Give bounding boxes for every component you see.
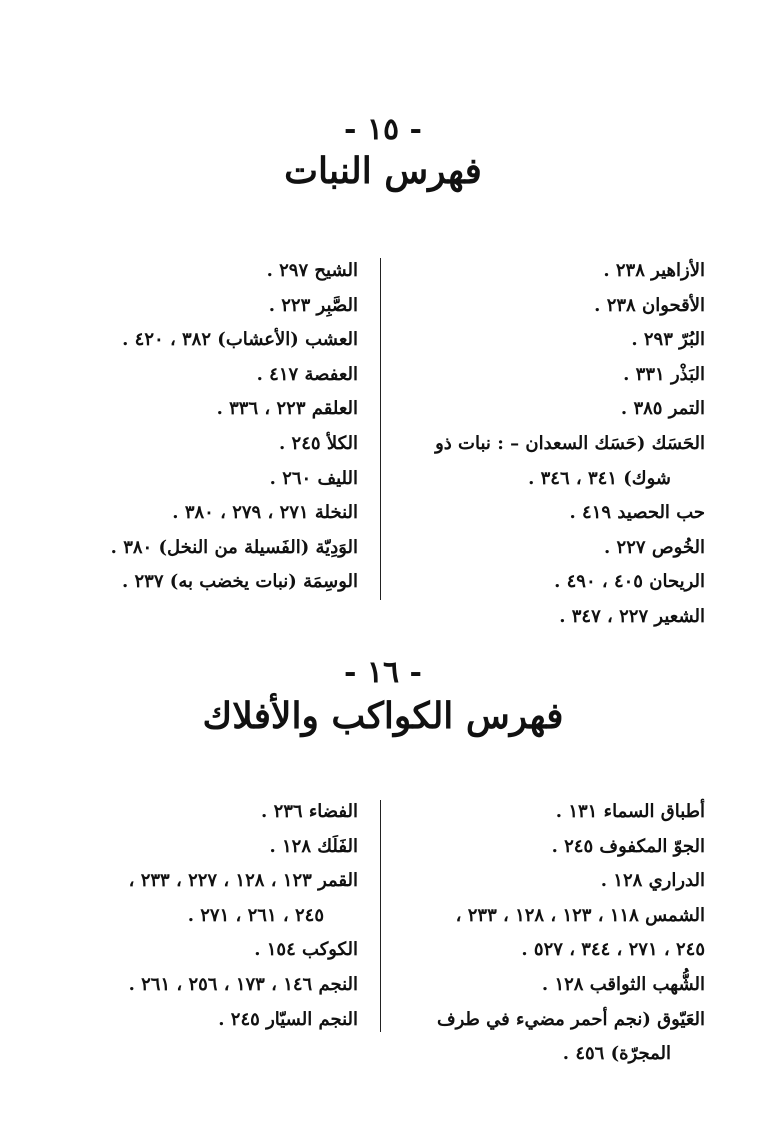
index-entry: الأزاهير ٢٣٨ . (603, 260, 705, 281)
index-entry: العشب (الأعشاب) ٣٨٢ ، ٤٢٠ . (122, 329, 358, 351)
index-entry: الفضاء ٢٣٦ . (261, 801, 358, 822)
index-entry: الشعير ٢٢٧ ، ٣٤٧ . (559, 605, 705, 627)
index-entry: الشيح ٢٩٧ . (266, 260, 358, 281)
index-entry: الجوّ المكفوف ٢٤٥ . (551, 835, 705, 857)
index-entry: الحَسَك (حَسَك السعدان – : نبات ذو (435, 432, 705, 454)
index-entry: الليف ٢٦٠ . (269, 467, 358, 489)
right-column (400, 254, 705, 635)
index-entry: النجم ١٤٦ ، ١٧٣ ، ٢٥٦ ، ٢٦١ . (128, 973, 358, 995)
index-entry: الدراري ١٢٨ . (600, 870, 705, 892)
index-entry: الأقحوان ٢٣٨ . (594, 294, 705, 316)
section-number: - ١٥ - (343, 112, 423, 147)
index-entry: الريحان ٤٠٥ ، ٤٩٠ . (554, 571, 705, 593)
index-entry: الصَّبِر ٢٢٣ . (268, 294, 358, 316)
index-entry: الوسِمَة (نبات يخضب به) ٢٣٧ . (121, 571, 358, 593)
left-column (50, 795, 358, 1037)
index-entry: الفَلَك ١٢٨ . (269, 835, 358, 857)
index-entry-continuation: المجرّة) ٤٥٦ . (562, 1043, 671, 1065)
left-column (60, 254, 358, 600)
section-title: فهرس الكواكب والأفلاك (202, 695, 564, 737)
index-entry: حب الحصيد ٤١٩ . (569, 502, 705, 524)
right-column (400, 795, 705, 1072)
index-entry: القمر ١٢٣ ، ١٢٨ ، ٢٢٧ ، ٢٣٣ ، (128, 870, 358, 892)
index-entry: الوَدِيّة (الفَسيلة من النخل) ٣٨٠ . (110, 536, 358, 558)
index-entry: النجم السيّار ٢٤٥ . (218, 1008, 358, 1030)
column-divider (380, 800, 381, 1032)
index-entry: الشمس ١١٨ ، ١٢٣ ، ١٢٨ ، ٢٣٣ ، (455, 904, 705, 926)
index-entry: العفصة ٤١٧ . (256, 363, 358, 385)
section-number: - ١٦ - (343, 655, 423, 690)
index-entry: أطباق السماء ١٣١ . (555, 801, 705, 822)
index-entry: النخلة ٢٧١ ، ٢٧٩ ، ٣٨٠ . (172, 502, 358, 524)
index-entry-continuation: شوك) ٣٤١ ، ٣٤٦ . (528, 467, 671, 489)
column-divider (380, 258, 381, 600)
index-entry: الشُّهب الثواقب ١٢٨ . (541, 973, 705, 995)
index-entry: الكوكب ١٥٤ . (254, 939, 358, 961)
section-title: فهرس النبات (284, 150, 482, 192)
index-entry: الكلأ ٢٤٥ . (279, 432, 358, 454)
index-entry-continuation: ٢٤٥ ، ٢٦١ ، ٢٧١ . (187, 904, 324, 926)
index-entry: الخُوص ٢٢٧ . (604, 536, 705, 558)
index-entry: البَذْر ٣٣١ . (623, 363, 705, 385)
index-entry: التمر ٣٨٥ . (620, 398, 705, 420)
index-entry: البُرّ ٢٩٣ . (631, 329, 705, 351)
index-entry: العَيّوق (نجم أحمر مضيء في طرف (436, 1008, 705, 1030)
index-entry-continuation: ٢٤٥ ، ٢٧١ ، ٣٤٤ ، ٥٢٧ . (521, 939, 705, 961)
index-entry: العلقم ٢٢٣ ، ٣٣٦ . (216, 398, 358, 420)
